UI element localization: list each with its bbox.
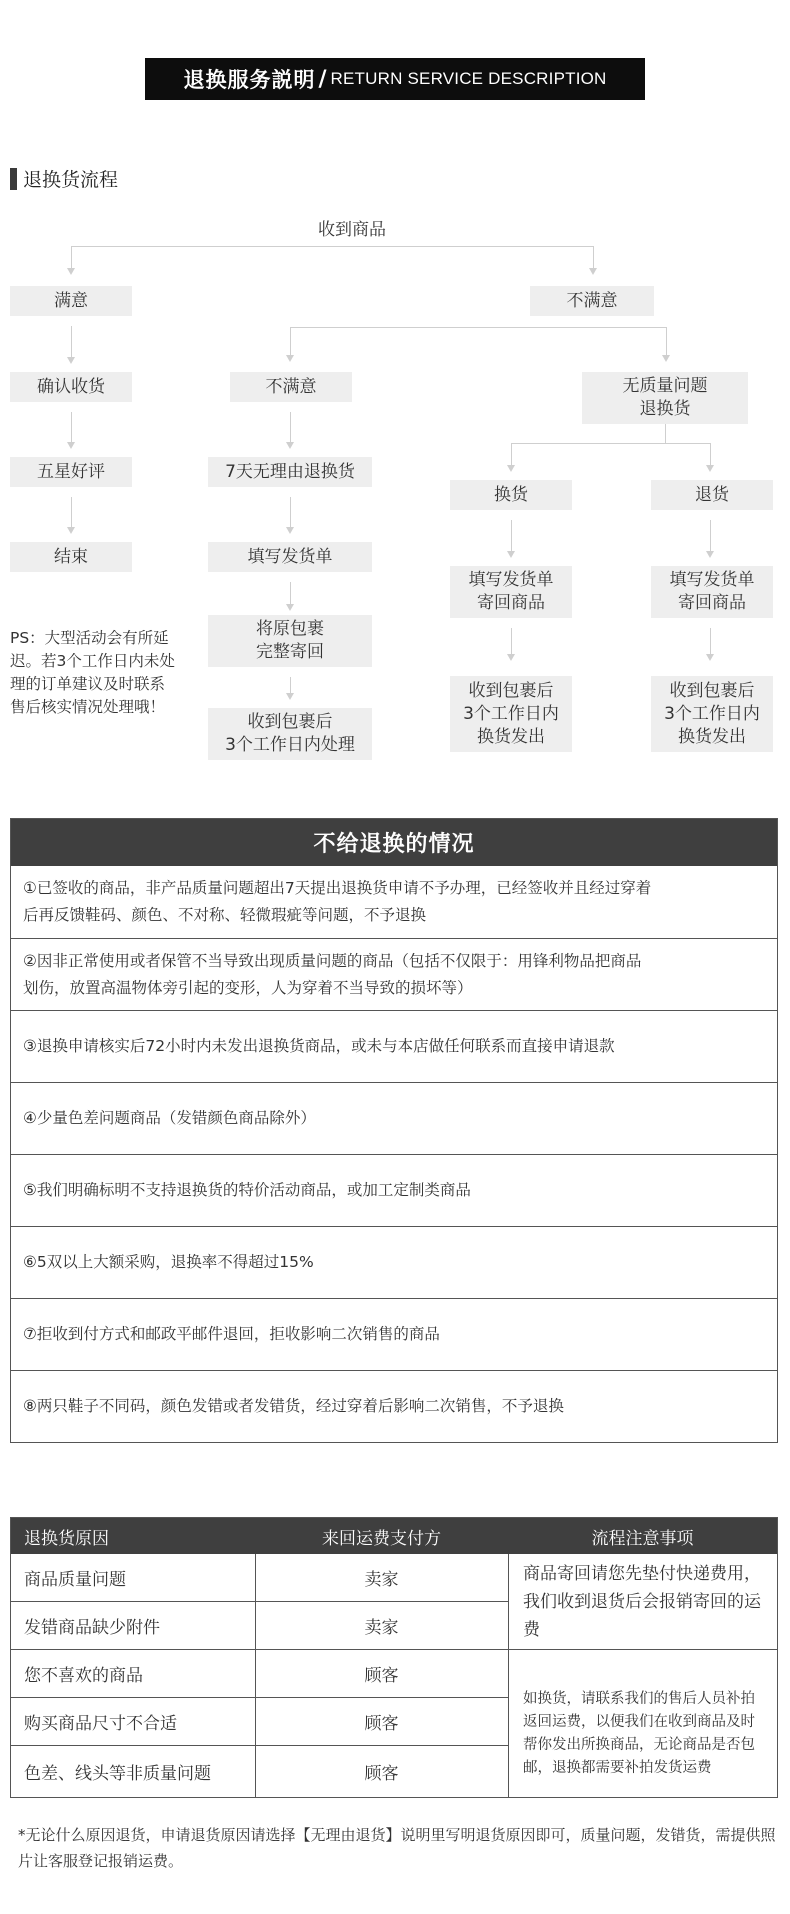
no-return-item-line: ②因非正常使用或者保管不当导致出现质量问题的商品（包括不仅限于：用锋利物品把商品: [23, 951, 642, 970]
arrow-icon: [589, 268, 597, 275]
arrow-icon: [286, 693, 294, 700]
seller-pays-note: 商品寄回请您先垫付快递费用，我们收到退货后会报销寄回的运费: [523, 1564, 761, 1640]
flow-line: [71, 246, 593, 247]
no-return-item: [11, 1370, 777, 1442]
no-return-item: [11, 1082, 777, 1154]
section-marker: [10, 168, 17, 190]
no-return-item-line: ①已签收的商品，非产品质量问题超出7天提出退换货申请不予办理，已经签收并且经过穿着: [23, 879, 652, 897]
no-return-item: [11, 866, 777, 938]
arrow-icon: [507, 465, 515, 472]
flow-return-fill-form: 填写发货单 寄回商品: [651, 566, 773, 618]
banner-title-cn: 退换服务説明: [183, 68, 316, 92]
shipping-fee-table: [10, 1517, 778, 1798]
flow-return-package: 将原包裹 完整寄回: [208, 615, 372, 667]
header-notes: 流程注意事项: [591, 1528, 694, 1549]
flow-line: [290, 677, 291, 693]
fee-table-body: [11, 1554, 777, 1797]
flow-fill-shipping-form: 填写发货单: [208, 542, 372, 572]
no-return-item: [11, 1298, 777, 1370]
no-return-item-line: ⑥5双以上大额采购，退换率不得超过15%: [23, 1253, 314, 1271]
flow-line: [710, 628, 711, 654]
flow-exchange-fill-form: 填写发货单 寄回商品: [450, 566, 572, 618]
flow-line: [290, 412, 291, 442]
flow-line: [290, 327, 291, 355]
arrow-icon: [706, 654, 714, 661]
fee-reason: 发错商品缺少附件: [24, 1618, 160, 1638]
header-reason: 退换货原因: [24, 1528, 109, 1549]
flow-exchange-dispatch: 收到包裹后 3个工作日内 换货发出: [450, 676, 572, 752]
table-divider: [508, 1554, 509, 1797]
flow-line: [71, 326, 72, 357]
fee-reason: 购买商品尺寸不合适: [24, 1714, 177, 1734]
flow-line: [511, 520, 512, 551]
no-return-item-line: ③退换申请核实后72小时内未发出退换货商品，或未与本店做任何联系而直接申请退款: [23, 1037, 615, 1055]
arrow-icon: [286, 355, 294, 362]
flow-exchange: 换货: [450, 480, 572, 510]
arrow-icon: [67, 442, 75, 449]
process-section-title: 退换货流程: [23, 169, 119, 191]
flow-line: [290, 582, 291, 604]
arrow-icon: [286, 527, 294, 534]
banner-separator: /: [318, 66, 327, 92]
flow-unsatisfied: 不满意: [530, 286, 654, 316]
arrow-icon: [507, 551, 515, 558]
no-return-item-line: ⑤我们明确标明不支持退换货的特价活动商品，或加工定制类商品: [23, 1181, 471, 1199]
flow-confirm-receipt: 确认收货: [10, 372, 132, 402]
service-banner: [145, 58, 645, 100]
fee-payer: 卖家: [364, 1618, 399, 1638]
fee-reason: 色差、线头等非质量问题: [24, 1763, 211, 1784]
no-return-item-line: ⑧两只鞋子不同码，颜色发错或者发错货，经过穿着后影响二次销售，不予退换: [23, 1397, 564, 1415]
arrow-icon: [507, 654, 515, 661]
flow-line: [511, 443, 512, 465]
flow-line: [290, 497, 291, 527]
flow-end: 结束: [10, 542, 132, 572]
fee-table-header: [11, 1518, 777, 1554]
flow-line: [71, 246, 72, 268]
flow-line: [511, 443, 710, 444]
arrow-icon: [67, 357, 75, 364]
flow-process-3days: 收到包裹后 3个工作日内处理: [208, 708, 372, 760]
flow-line: [665, 424, 666, 443]
flow-satisfied: 满意: [10, 286, 132, 316]
flow-line: [511, 628, 512, 654]
fee-payer: 顾客: [364, 1763, 399, 1784]
no-return-item-line: ④少量色差问题商品（发错颜色商品除外）: [23, 1109, 316, 1127]
flow-line: [666, 327, 667, 355]
flow-return: 退货: [651, 480, 773, 510]
fee-reason: 商品质量问题: [24, 1570, 126, 1590]
arrow-icon: [706, 465, 714, 472]
flow-no-quality-issue: 无质量问题 退换货: [582, 372, 748, 424]
no-return-item: [11, 938, 777, 1010]
no-return-item: [11, 1226, 777, 1298]
fee-reason: 您不喜欢的商品: [24, 1666, 143, 1686]
no-return-title: 不给退换的情况: [11, 819, 777, 866]
ps-note: PS：大型活动会有所延迟。若3个工作日内未处理的订单建议及时联系售后核实情况处理哦！: [10, 629, 175, 716]
no-return-item-line: ⑦拒收到付方式和邮政平邮件退回，拒收影响二次销售的商品: [23, 1325, 440, 1343]
no-return-item-line: 划伤，放置高温物体旁引起的变形，人为穿着不当导致的损坏等）: [23, 978, 473, 997]
arrow-icon: [67, 527, 75, 534]
flow-root: 收到商品: [318, 220, 386, 240]
flow-return-dispatch: 收到包裹后 3个工作日内 换货发出: [651, 676, 773, 752]
flow-7day-return: 7天无理由退换货: [208, 457, 372, 487]
flow-line: [593, 246, 594, 268]
flow-line: [71, 497, 72, 527]
arrow-icon: [286, 604, 294, 611]
arrow-icon: [706, 551, 714, 558]
fee-payer: 卖家: [364, 1570, 399, 1590]
flow-line: [710, 520, 711, 551]
no-return-item-line: 后再反馈鞋码、颜色、不对称、轻微瑕疵等问题，不予退换: [23, 906, 427, 924]
flow-line: [710, 443, 711, 465]
arrow-icon: [662, 355, 670, 362]
no-return-table: [10, 818, 778, 1443]
arrow-icon: [286, 442, 294, 449]
no-return-item: [11, 1154, 777, 1226]
footnote: *无论什么原因退货，申请退货原因请选择【无理由退货】说明里写明退货原因即可，质量问题，发错货，需提供照片让客服登记报销运费。: [18, 1826, 776, 1870]
banner-title-en: RETURN SERVICE DESCRIPTION: [330, 69, 607, 88]
flow-five-star: 五星好评: [10, 457, 132, 487]
flow-line: [71, 412, 72, 442]
fee-payer: 顾客: [364, 1714, 399, 1734]
arrow-icon: [67, 268, 75, 275]
customer-pays-note: 如换货，请联系我们的售后人员补拍返回运费，以便我们在收到商品及时帮你发出所换商品，无论商品是否包邮，退换都需要补拍发货运费: [523, 1691, 755, 1776]
fee-payer: 顾客: [364, 1666, 399, 1686]
header-payer: 来回运费支付方: [322, 1528, 441, 1549]
no-return-item: [11, 1010, 777, 1082]
flow-unsatisfied-left: 不满意: [230, 372, 352, 402]
flow-line: [290, 327, 666, 328]
